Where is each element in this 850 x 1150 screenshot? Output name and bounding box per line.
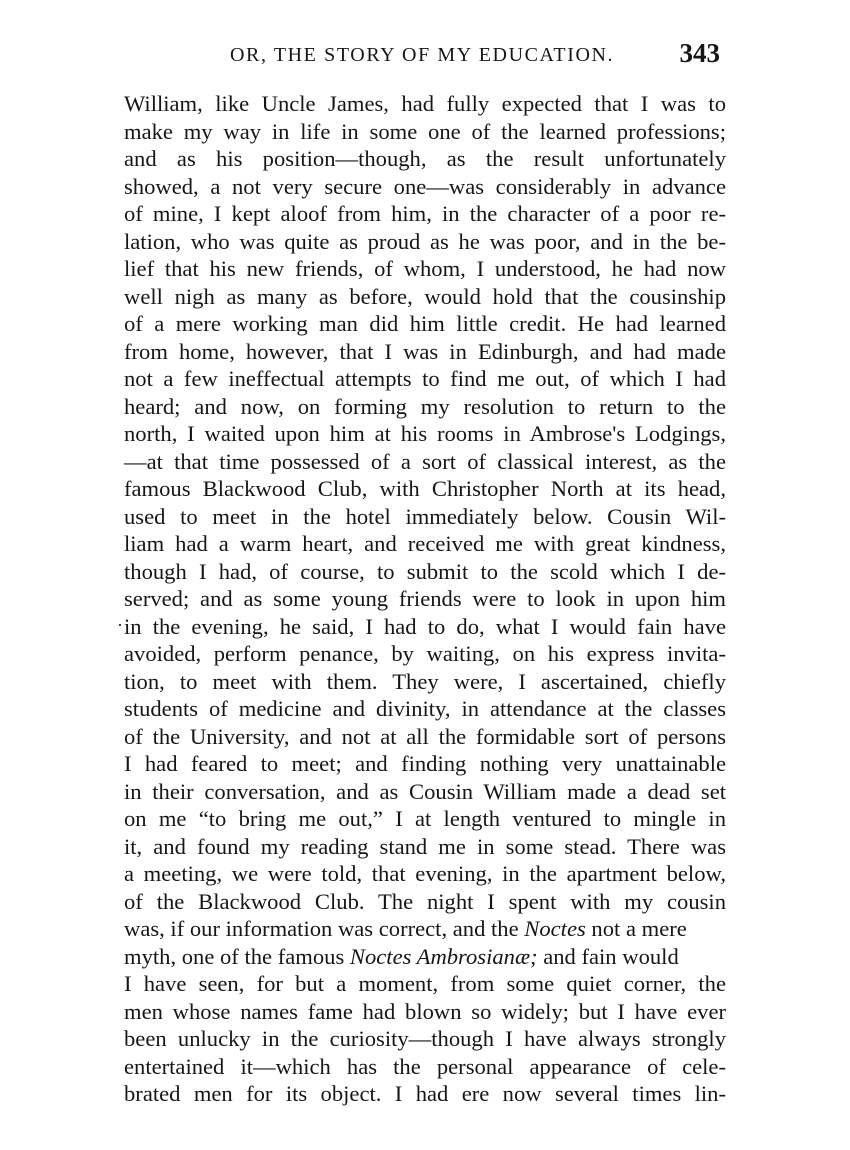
text-line: it, and found my reading stand me in some stead. There was (124, 833, 726, 859)
running-head (230, 38, 720, 78)
text-segment: and fain would (537, 943, 679, 969)
text-line: of mine, I kept aloof from him, in the character of a poor re- (124, 201, 726, 226)
text-line: in the evening, he said, I had to do, what I would fain have (124, 613, 726, 639)
text-line: served; and as some young friends were to look in upon him (124, 586, 726, 611)
body-text (124, 90, 726, 1108)
text-line (124, 915, 726, 943)
text-line (124, 943, 726, 971)
text-line: from home, however, that I was in Edinburgh, and had made (124, 338, 726, 364)
text-line: entertained it—which has the personal appearance of cele- (124, 1053, 726, 1079)
text-line: used to meet in the hotel immediately below. Cousin Wil- (124, 503, 726, 529)
text-line: of the Blackwood Club. The night I spent with my cousin (124, 888, 726, 914)
text-line: —at that time possessed of a sort of classical interest, as the (124, 448, 726, 474)
text-line: north, I waited upon him at his rooms in Ambrose's Lodgings, (124, 421, 726, 446)
text-line: lief that his new friends, of whom, I understood, he had now (124, 256, 726, 281)
italic-title: Noctes (524, 916, 586, 941)
text-line: lation, who was quite as proud as he was poor, and in the be- (124, 228, 726, 254)
text-line: I had feared to meet; and finding nothing very unattainable (124, 751, 726, 776)
text-line: heard; and now, on forming my resolution to return to the (124, 393, 726, 419)
text-line: men whose names fame had blown so widely; but I have ever (124, 998, 726, 1024)
italic-title: Noctes Ambrosianæ; (349, 943, 538, 969)
text-segment: not a mere (585, 916, 687, 941)
text-line: students of medicine and divinity, in attendance at the classes (124, 696, 726, 721)
text-line: showed, a not very secure one—was considerably in advance (124, 173, 726, 199)
text-line: brated men for its object. I had ere now several times lin- (124, 1081, 726, 1106)
text-segment: was, if our information was correct, and the (124, 916, 525, 941)
text-line: avoided, perform penance, by waiting, on his express invita- (124, 641, 726, 666)
text-line: a meeting, we were told, that evening, in the apartment below, (124, 861, 726, 886)
text-line: liam had a warm heart, and received me with great kindness, (124, 531, 726, 556)
text-line: of the University, and not at all the formidable sort of persons (124, 723, 726, 749)
text-line: on me “to bring me out,” I at length ventured to mingle in (124, 806, 726, 831)
text-line: and as his position—though, as the result unfortunately (124, 146, 726, 171)
text-segment: myth, one of the famous (124, 943, 350, 969)
text-line: tion, to meet with them. They were, I ascertained, chiefly (124, 668, 726, 694)
margin-mark: · (117, 615, 123, 635)
text-line: in their conversation, and as Cousin William made a dead set (124, 778, 726, 804)
text-line: make my way in life in some one of the learned professions; (124, 118, 726, 144)
text-line: famous Blackwood Club, with Christopher North at its head, (124, 476, 726, 501)
page-number: 343 (679, 38, 720, 68)
text-line: though I had, of course, to submit to the scold which I de- (124, 558, 726, 584)
text-line: William, like Uncle James, had fully expected that I was to (124, 91, 726, 116)
text-line: I have seen, for but a moment, from some quiet corner, the (124, 971, 726, 996)
text-line: been unlucky in the curiosity—though I have always strongly (124, 1026, 726, 1051)
text-line: well nigh as many as before, would hold that the cousinship (124, 283, 726, 309)
text-line: not a few ineffectual attempts to find me out, of which I had (124, 366, 726, 391)
running-title: OR, THE STORY OF MY EDUCATION. (230, 44, 615, 66)
text-line: of a mere working man did him little credit. He had learned (124, 311, 726, 336)
